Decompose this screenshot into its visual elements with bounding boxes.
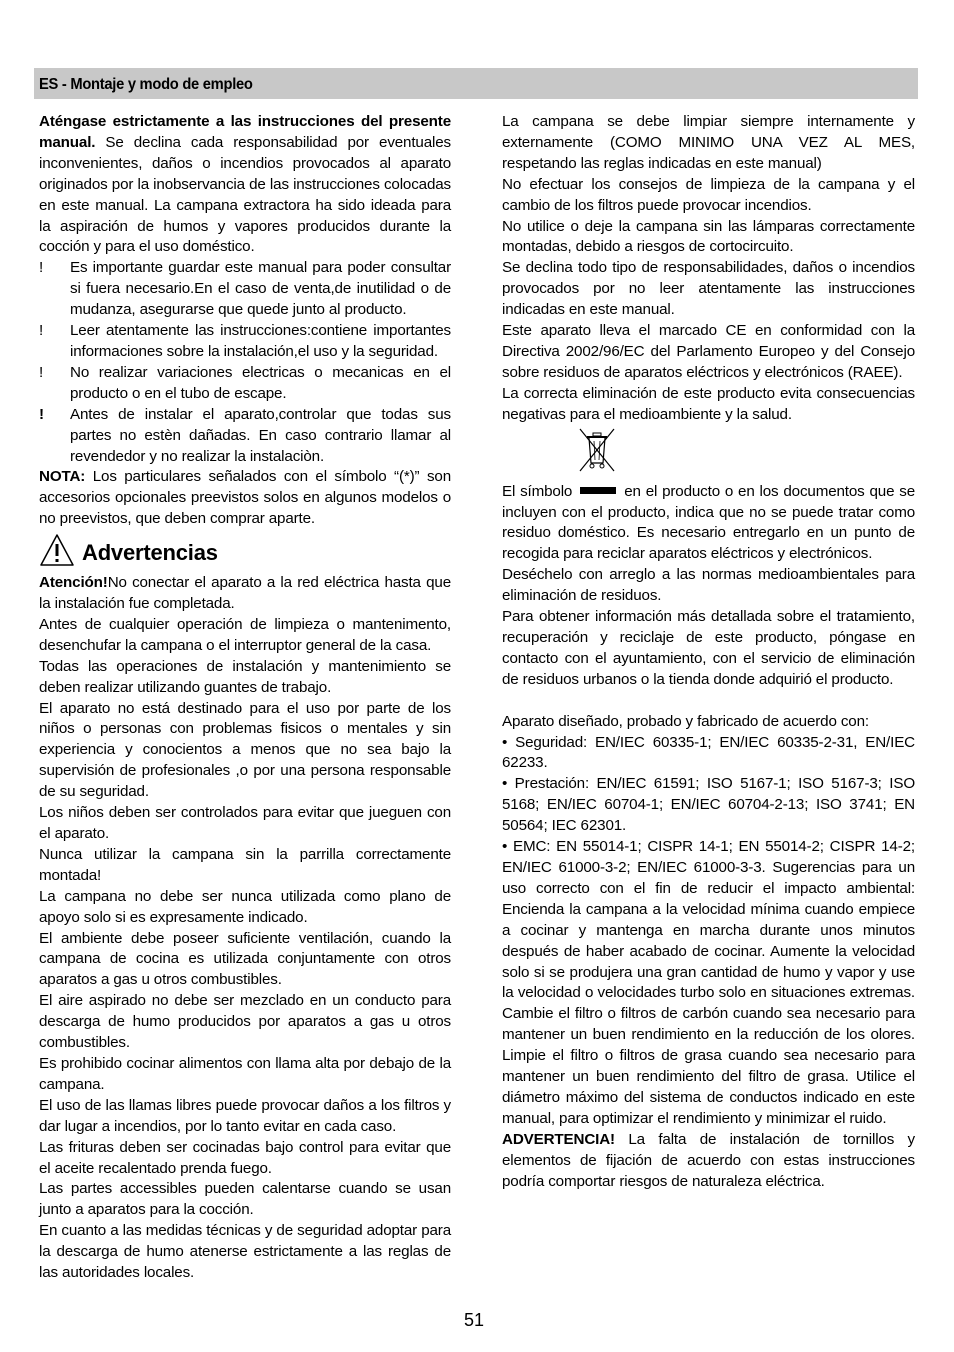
simbolo-after: en el producto o en los documentos que se incluyen con el producto, indica que no se puede tratar como residuo doméstico. Es necesario entregarlo en un punto de recogida para reciclar aparatos eléctricos y electrónicos. [502,482,916,563]
atencion-paragraph [39,573,451,615]
intro-paragraph [39,112,451,258]
atencion-label: Atención! [39,574,108,592]
list-item [39,258,451,321]
simbolo-paragraph [502,482,915,566]
paragraph: No efectuar los consejos de limpieza de la campana y el cambio de los filtros puede provocar incendios. [502,175,915,214]
warning-triangle-icon [39,533,75,567]
list-item-text: Leer atentamente las instrucciones:contiene importantes informaciones sobre la instalación,el uso y la seguridad. [70,322,451,360]
standards-item: • Seguridad: EN/IEC 60335-1; EN/IEC 60335-2-31, EN/IEC 62233. [502,733,915,772]
advertencia-paragraph [502,1130,915,1193]
nota-label: NOTA: [39,468,86,486]
paragraph: En cuanto a las medidas técnicas y de seguridad adoptar para la descarga de humo atenerse estrictamente a las reglas de las autoridades locales. [39,1222,451,1282]
standards-item: • EMC: EN 55014-1; CISPR 14-1; EN 55014-2; CISPR 14-2; EN/IEC 61000-3-2; EN/IEC 61000-3-3. Sugerencias para un uso correcto con el fin de reducir el impacto ambiental: Encienda la campana a la velocidad mínima cuando empiece a cocinar y mantenga en marcha durante unos minutos después de haber acabado de cocinar. Aumente la velocidad solo si se produjera una gran cantidad de humo y vapor y use la velocidad o velocidades turbo solo en situaciones extremas. Cambie el filtro o filtros de carbón cuando sea necesario para mantener un buen rendimiento en la reducción de los olores. Limpie el filtro o filtros de grasa cuando sea necesario para mantener un buen rendimiento del filtro de grasa. Utilice el diámetro máximo del sistema de conductos indicado en este manual, para optimizar el rendimiento y minimizar el ruido. [502,838,915,1127]
paragraph: La campana no debe ser nunca utilizada como plano de apoyo solo si es expresamente indicado. [39,887,451,926]
paragraph: Es prohibido cocinar alimentos con llama alta por debajo de la campana. [39,1054,451,1093]
simbolo-before: El símbolo [502,482,573,500]
black-bar-icon [580,487,616,494]
atencion-text: No conectar el aparato a la red eléctrica hasta que la instalación fue completada. [39,574,451,613]
nota-paragraph [39,467,451,530]
intro-bold: Aténgase estrictamente a las instrucciones del presente manual. [39,113,451,151]
paragraph: Antes de cualquier operación de limpieza o mantenimento, desenchufar la campana o el interruptor general de la casa. [39,615,451,654]
paragraph: La campana se debe limpiar siempre internamente y externamente (COMO MINIMO UNA VEZ AL MES, respetando las reglas indicadas en este manual) [502,113,915,172]
paragraph: Todas las operaciones de instalación y mantenimiento se deben realizar utilizando guantes de trabajo. [39,657,451,696]
paragraph: Nunca utilizar la campana sin la parrilla correctamente montada! [39,845,451,884]
list-item [39,363,451,405]
section-header [34,68,918,99]
list-item-text: Es importante guardar este manual para poder consultar si fuera necesario.En el caso de venta,de inutilidad o de mudanza, asegurarse que quede junto al producto. [70,259,451,319]
page-number: 51 [464,1310,485,1330]
standards-item: • Prestación: EN/IEC 61591; ISO 5167-1; ISO 5167-3; ISO 5168; EN/IEC 60704-1; EN/IEC 60704-2-13; ISO 3741; EN 50564; IEC 62301. [502,775,915,835]
crossed-bin-icon [574,426,620,474]
paragraph: Deséchelo con arreglo a las normas medioambientales para eliminación de residuos. [502,566,915,605]
paragraph: Los niños deben ser controlados para evitar que jueguen con el aparato. [39,804,451,842]
exclamation-icon: ! [39,405,44,423]
paragraph: Las partes accessibles pueden calentarse cuando se usan junto a aparatos para la cocción. [39,1180,451,1219]
paragraph: El uso de las llamas libres puede provocar daños a los filtros y dar lugar a incendios, por lo tanto evitar en cada caso. [39,1096,451,1135]
advertencias-heading [39,533,451,573]
paragraph: La correcta eliminación de este producto evita consecuencias negativas para el medioambiente y la salud. [502,384,915,423]
section-title: ES - Montaje y modo de empleo [39,76,253,93]
intro-text: Se declina cada responsabilidad por eventuales inconvenientes, daños o incendios provocados al aparato originados por la inobservancia de las instrucciones colocadas en este manual. La campana extractora ha sido ideada para la aspiración de humos y vapores producidos durante la cocción y para el uso doméstico. [39,133,451,256]
paragraph: Para obtener información más detallada sobre el tratamiento, recuperación y reciclaje de este producto, póngase en contacto con el ayuntamiento, con el servicio de eliminación de residuos urbanos o la tienda donde adquirió el producto. [502,608,915,688]
advertencia-text: La falta de instalación de tornillos y elementos de fijación de acuerdo con estas instrucciones podría comportar riesgos de naturaleza eléctrica. [502,1130,915,1190]
left-column [39,112,451,1284]
exclamation-icon: ! [39,363,44,381]
standards-intro: Aparato diseñado, probado y fabricado de acuerdo con: [502,712,869,730]
advertencias-title: Advertencias [82,540,218,566]
list-item [39,321,451,363]
exclamation-icon: ! [39,259,44,277]
paragraph: El ambiente debe poseer suficiente ventilación, cuando la campana de cocina es utilizada conjuntamente con otros aparatos a gas u otros combustibles. [39,929,451,989]
paragraph: El aparato no está destinado para el uso por parte de los niños o personas con problemas fisicos o mentales y sin experiencia y conocientos a menos que no sea bajo la supervisión de profesionales ,o por una persona responsable de su seguridad. [39,699,451,801]
paragraph: No utilice o deje la campana sin las lámparas correctamente montadas, debido a riesgos de cortocircuito. [502,217,915,256]
paragraph: El aire aspirado no debe ser mezclado en un conducto para descarga de humo producidos por aparatos a gas u otros combustibles. [39,992,451,1052]
list-item-text: No realizar variaciones electricas o mecanicas en el producto o en el tubo de escape. [70,363,451,402]
list-item [39,405,451,468]
paragraph: Las frituras deben ser cocinadas bajo control para evitar que el aceite recalentado prenda fuego. [39,1138,451,1177]
right-column [502,112,915,1193]
paragraph: Este aparato lleva el marcado CE en conformidad con la Directiva 2002/96/EC del Parlamento Europeo y del Consejo sobre residuos de aparatos eléctricos y electrónicos (RAEE). [502,322,915,381]
weee-symbol [502,426,915,482]
nota-text: Los particulares señalados con el símbolo “(*)” son accesorios opcionales preevistos solos en algunos modelos o no preevistos, que deben comprar aparte. [39,468,451,528]
paragraph: Se declina todo tipo de responsabilidades, daños o incendios provocados por no leer atentamente las instrucciones indicadas en este manual. [502,259,915,319]
list-item-text: Antes de instalar el aparato,controlar que todas sus partes no estèn dañadas. En caso contrario llamar al revendedor y no realizar la instalaciòn. [70,405,451,465]
advertencia-label: ADVERTENCIA! [502,1130,615,1148]
exclamation-icon: ! [39,322,44,340]
